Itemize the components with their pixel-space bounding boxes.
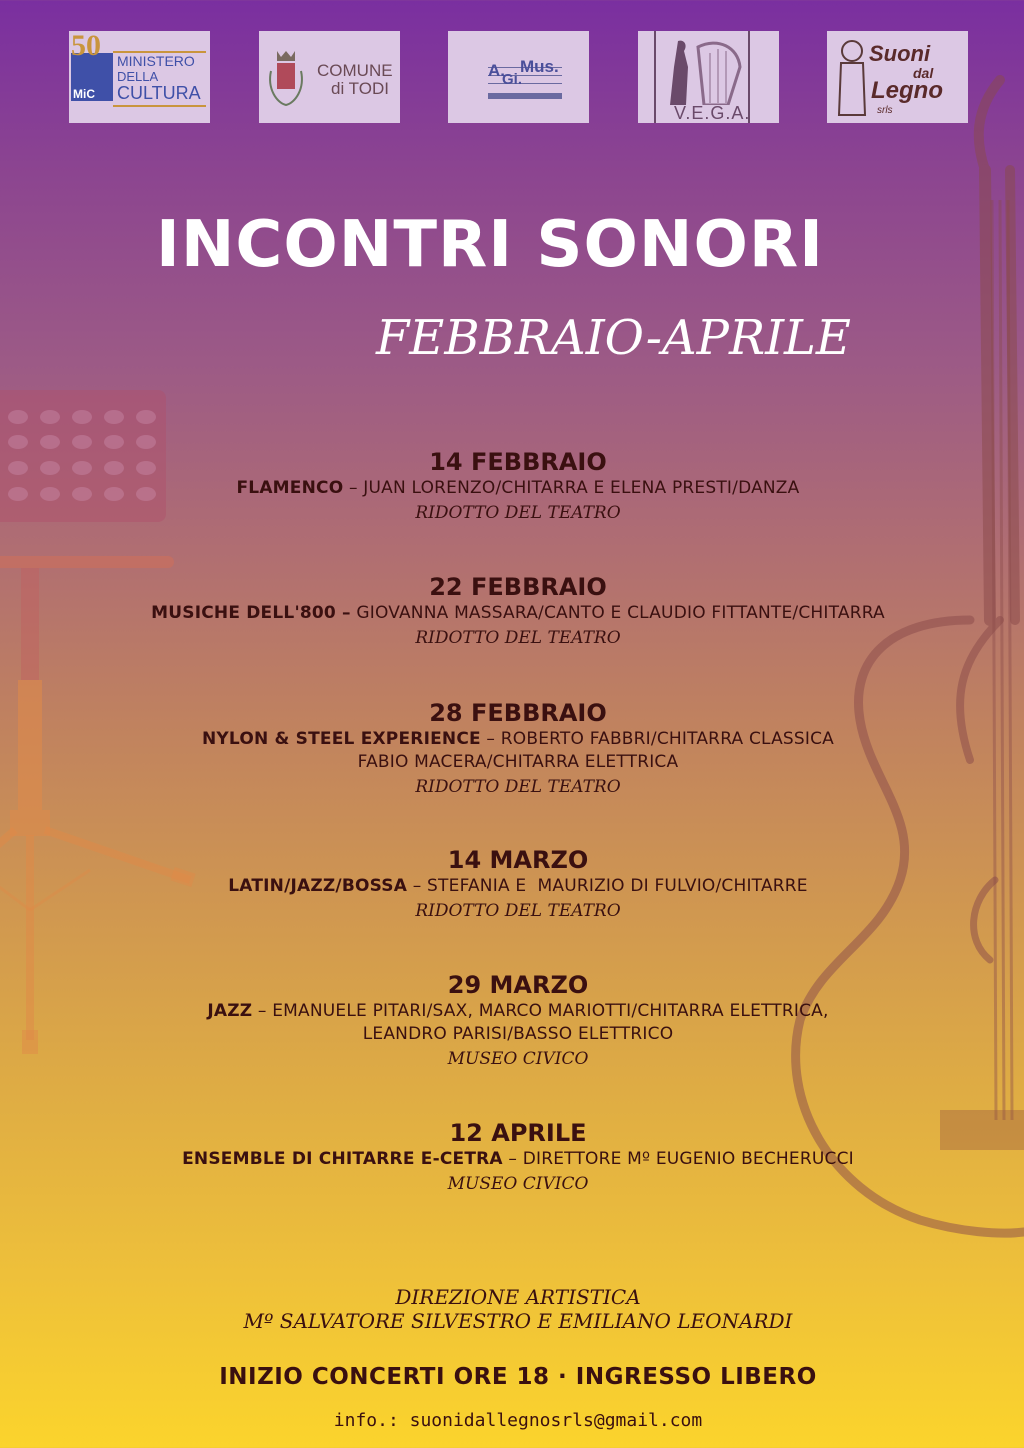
sponsor-logos	[0, 31, 1024, 125]
artistic-direction	[0, 1285, 1024, 1333]
event-lineup	[0, 477, 1024, 500]
poster-title: INCONTRI SONORI	[156, 208, 824, 282]
event-genre: LATIN/JAZZ/BOSSA	[228, 876, 408, 896]
event-venue: MUSEO CIVICO	[447, 1049, 589, 1069]
logo-text: CULTURA	[117, 83, 201, 103]
direction-names: Mº SALVATORE SILVESTRO E EMILIANO LEONARDI	[243, 1309, 793, 1333]
event-lineup	[0, 1148, 1024, 1171]
event-genre: JAZZ	[207, 1001, 253, 1021]
logo-text: di TODI	[331, 79, 389, 98]
event-performers: JUAN LORENZO/CHITARRA E ELENA PRESTI/DANZA	[363, 478, 800, 498]
event-genre: ENSEMBLE DI CHITARRE E-CETRA	[182, 1149, 503, 1169]
logo-comune-todi	[259, 31, 400, 123]
event-date: 29 MARZO	[447, 971, 589, 999]
event-venue: RIDOTTO DEL TEATRO	[415, 628, 621, 648]
event-lineup	[0, 875, 1024, 898]
event-performers: ROBERTO FABBRI/CHITARRA CLASSICA	[500, 729, 835, 749]
logo-text: Mus.	[520, 57, 559, 76]
event-genre: FLAMENCO	[236, 478, 344, 498]
event-venue: RIDOTTO DEL TEATRO	[415, 503, 621, 523]
separator: –	[480, 729, 501, 749]
separator: –	[502, 1149, 523, 1169]
logo-text: Suoni	[869, 41, 931, 66]
event-lineup	[0, 1000, 1024, 1023]
staff-line	[488, 83, 562, 84]
logo-agimus	[448, 31, 589, 123]
logo-ministero-cultura	[69, 31, 210, 123]
event-performers-continued: LEANDRO PARISI/BASSO ELETTRICO	[362, 1024, 674, 1044]
logo-text: COMUNE	[317, 61, 393, 80]
event-date: 14 MARZO	[447, 846, 589, 874]
logo-suoni-dal-legno	[827, 31, 968, 123]
event-performers-continued: FABIO MACERA/CHITARRA ELETTRICA	[357, 752, 679, 772]
event-genre: MUSICHE DELL'800 –	[151, 603, 351, 623]
mic-abbr: MiC	[73, 87, 95, 101]
anniversary-badge: 50	[71, 31, 101, 62]
event-item	[0, 1118, 1024, 1197]
logo-vega	[638, 31, 779, 123]
event-item	[0, 970, 1024, 1072]
event-performers: GIOVANNA MASSARA/CANTO E CLAUDIO FITTANTE/CHITARRA	[356, 603, 885, 623]
poster-subtitle: FEBBRAIO-APRILE	[376, 310, 851, 366]
direction-label: DIREZIONE ARTISTICA	[395, 1285, 641, 1309]
separator: –	[407, 876, 428, 896]
divider	[113, 105, 206, 107]
event-performers: EMANUELE PITARI/SAX, MARCO MARIOTTI/CHITARRA ELETTRICA,	[272, 1001, 829, 1021]
logo-text: V.E.G.A.	[674, 103, 751, 123]
event-performers: STEFANIA E MAURIZIO DI FULVIO/CHITARRE	[427, 876, 808, 896]
figure-sketch-icon	[835, 37, 869, 117]
event-venue: MUSEO CIVICO	[447, 1174, 589, 1194]
event-performers: DIRETTORE Mº EUGENIO BECHERUCCI	[522, 1149, 854, 1169]
separator: –	[343, 478, 364, 498]
event-lineup	[0, 728, 1024, 751]
event-item	[0, 845, 1024, 924]
contact-email[interactable]: info.: suonidallegnosrls@gmail.com	[333, 1410, 703, 1431]
concert-info: INIZIO CONCERTI ORE 18 · INGRESSO LIBERO	[219, 1364, 817, 1390]
logo-text: srls	[877, 105, 893, 116]
event-venue: RIDOTTO DEL TEATRO	[415, 901, 621, 921]
harpist-icon	[668, 37, 748, 105]
event-venue: RIDOTTO DEL TEATRO	[415, 777, 621, 797]
logo-text: DELLA	[117, 69, 159, 84]
crest-icon	[267, 49, 305, 109]
event-date: 22 FEBBRAIO	[429, 573, 607, 601]
logo-text: Legno	[871, 77, 943, 104]
event-date: 28 FEBBRAIO	[429, 699, 607, 727]
logo-text: MINISTERO	[117, 53, 195, 69]
event-date: 12 APRILE	[449, 1119, 587, 1147]
event-item	[0, 447, 1024, 526]
logo-text: A.	[488, 61, 505, 80]
logo-subtitle-bar	[488, 93, 562, 99]
logo-text: Gi.	[502, 71, 523, 88]
event-item	[0, 698, 1024, 800]
event-item	[0, 572, 1024, 651]
separator: –	[252, 1001, 273, 1021]
event-lineup	[0, 602, 1024, 625]
event-date: 14 FEBBRAIO	[429, 448, 607, 476]
event-genre: NYLON & STEEL EXPERIENCE	[201, 729, 481, 749]
logo-text: dal	[913, 65, 934, 81]
